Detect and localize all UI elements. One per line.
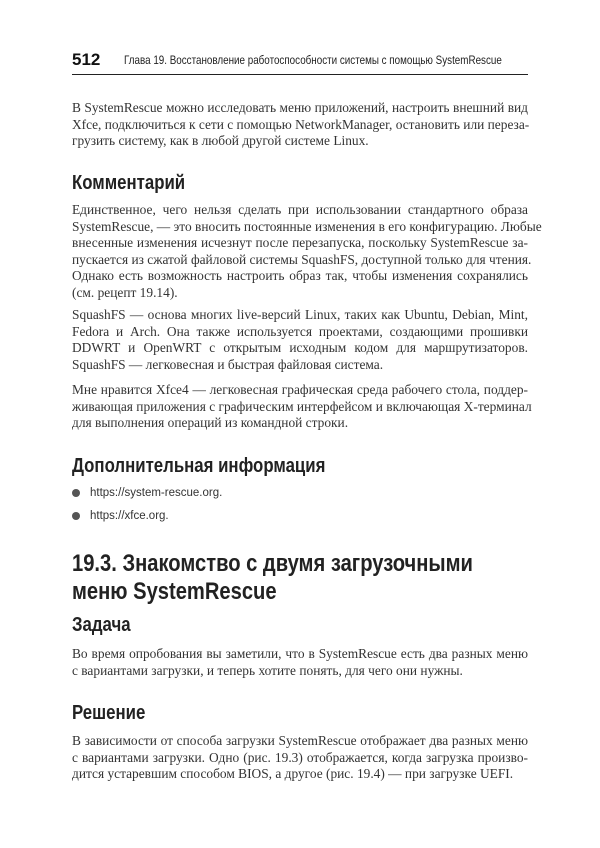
- text-line: SquashFS — основа многих live-версий Linux, таких как Ubuntu, Debian, Mint,: [72, 307, 528, 322]
- more-info-heading: Дополнительная информация: [72, 455, 326, 477]
- text-line: (см. рецепт 19.14).: [72, 284, 178, 300]
- text-line: с вариантами загрузки, и теперь хотите понять, для чего они нужны.: [72, 662, 463, 678]
- solution-paragraph: [72, 733, 528, 783]
- running-header: [72, 50, 528, 75]
- page-number: 512: [72, 50, 101, 69]
- comment-heading: Комментарий: [72, 172, 186, 194]
- task-heading: Задача: [72, 614, 131, 636]
- text-line: SquashFS — легковесная и быстрая файловая система.: [72, 356, 384, 372]
- intro-paragraph: [72, 100, 528, 150]
- text-line: для выполнения операций из командной строки.: [72, 415, 349, 430]
- bullet-icon: [72, 512, 80, 520]
- link-text[interactable]: https://system-rescue.org.: [90, 487, 223, 499]
- chapter-title: Глава 19. Восстановление работоспособности системы с помощью SystemRescue: [124, 53, 502, 67]
- text-line: пускается из сжатой файловой системы SquashFS, доступной только для чтения.: [72, 251, 532, 267]
- text-line: с вариантами загрузки. Одно (рис. 19.3) отображается, когда загрузка произво-: [72, 749, 528, 765]
- text-line: В SystemRescue можно исследовать меню приложений, настроить внешний вид: [72, 100, 528, 115]
- text-line: дится устаревшим способом BIOS, а другое (рис. 19.4) — при загрузке UEFI.: [72, 766, 514, 781]
- comment-paragraph-1: [72, 202, 542, 301]
- text-line: Единственное, чего нельзя сделать при использовании стандартного образа: [72, 202, 528, 217]
- text-line: Во время опробования вы заметили, что в SystemRescue есть два разных меню: [72, 646, 528, 661]
- section-title-line: 19.3. Знакомство с двумя загрузочными: [72, 550, 473, 577]
- section-title: [72, 550, 473, 606]
- solution-heading: Решение: [72, 702, 146, 724]
- text-line: Мне нравится Xfce4 — легковесная графическая среда рабочего стола, поддер-: [72, 382, 528, 397]
- text-line: Однако есть возможность настроить образ так, чтобы изменения сохранялись: [72, 268, 528, 283]
- text-line: Fedora и Arch. Она также используется проектами, создающими прошивки: [72, 323, 528, 339]
- text-line: DDWRT и OpenWRT с открытым исходным кодом для маршрутизаторов.: [72, 340, 528, 355]
- link-list-item[interactable]: [72, 485, 222, 501]
- text-line: грузить систему, как в любой другой системе Linux.: [72, 133, 369, 148]
- link-text[interactable]: https://xfce.org.: [90, 510, 169, 522]
- link-list-item[interactable]: [72, 508, 169, 524]
- comment-paragraph-3: [72, 382, 532, 432]
- text-line: В зависимости от способа загрузки SystemRescue отображает два разных меню: [72, 733, 528, 748]
- text-line: живающая приложения с графическим интерфейсом и включающая X-терминал: [72, 398, 532, 414]
- comment-paragraph-2: [72, 307, 528, 373]
- task-paragraph: [72, 646, 528, 679]
- text-line: SystemRescue, — это вносить постоянные изменения в его конфигурацию. Любые: [72, 218, 542, 234]
- section-title-line: меню SystemRescue: [72, 578, 277, 605]
- text-line: Xfce, подключиться к сети с помощью NetworkManager, остановить или переза-: [72, 116, 530, 132]
- bullet-icon: [72, 489, 80, 497]
- text-line: внесенные изменения исчезнут после перезапуска, поскольку SystemRescue за-: [72, 235, 528, 250]
